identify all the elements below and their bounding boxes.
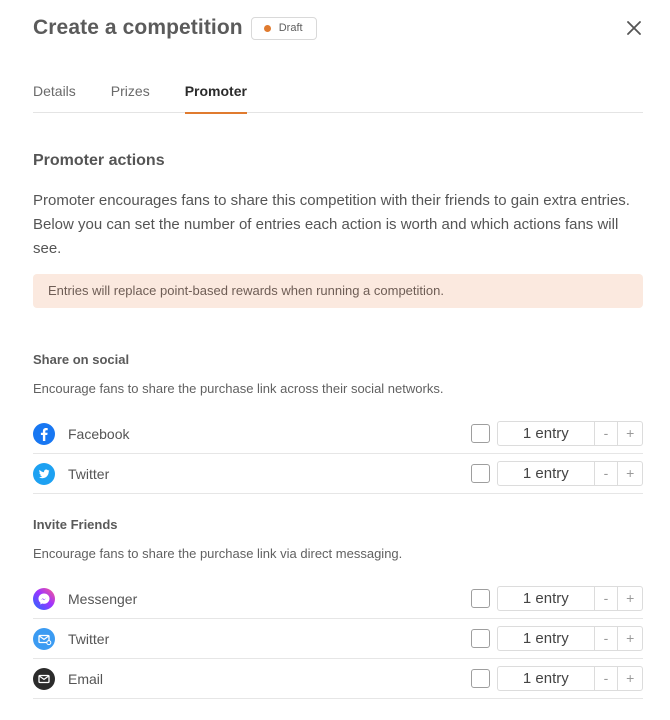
- increment-button[interactable]: +: [626, 425, 635, 441]
- status-badge: [251, 17, 317, 40]
- enable-checkbox[interactable]: [471, 424, 490, 443]
- decrement-button[interactable]: -: [595, 422, 619, 445]
- increment-button[interactable]: +: [626, 670, 635, 686]
- dialog-header: [33, 13, 646, 43]
- facebook-icon: [33, 423, 55, 445]
- tab-details[interactable]: Details: [33, 83, 76, 99]
- entry-value[interactable]: 1 entry: [498, 462, 595, 485]
- list-item-twitter-dm: [33, 619, 643, 659]
- section-title: Promoter actions: [33, 152, 165, 169]
- messenger-icon: [33, 588, 55, 610]
- enable-checkbox[interactable]: [471, 629, 490, 648]
- decrement-button[interactable]: -: [595, 462, 619, 485]
- entry-stepper[interactable]: [497, 626, 643, 651]
- list-item-twitter: [33, 454, 643, 494]
- enable-checkbox[interactable]: [471, 589, 490, 608]
- entry-stepper[interactable]: [497, 421, 643, 446]
- entry-value[interactable]: 1 entry: [498, 627, 595, 650]
- list-item-messenger: [33, 579, 643, 619]
- entry-value[interactable]: 1 entry: [498, 667, 595, 690]
- status-label: Draft: [278, 22, 303, 34]
- notice-banner: Entries will replace point-based rewards when running a competition.: [33, 274, 643, 308]
- email-icon: [33, 668, 55, 690]
- tab-promoter[interactable]: Promoter: [185, 78, 247, 113]
- decrement-button[interactable]: -: [595, 667, 619, 690]
- status-dot: [264, 25, 271, 32]
- group-title-invite: Invite Friends: [33, 517, 118, 532]
- twitter-icon: [33, 463, 55, 485]
- close-icon[interactable]: [622, 16, 646, 40]
- decrement-button[interactable]: -: [595, 587, 619, 610]
- item-label: Messenger: [68, 590, 138, 607]
- enable-checkbox[interactable]: [471, 464, 490, 483]
- section-intro: Promoter encourages fans to share this competition with their friends to gain extra entries. Below you can set the number of entries each action is worth and which actions fans will see.: [33, 192, 630, 257]
- item-label: Facebook: [68, 425, 130, 442]
- item-label: Twitter: [68, 465, 110, 482]
- group-desc-share: Encourage fans to share the purchase link across their social networks.: [33, 381, 444, 396]
- group-desc-invite: Encourage fans to share the purchase link via direct messaging.: [33, 546, 403, 561]
- increment-button[interactable]: +: [626, 590, 635, 606]
- entry-stepper[interactable]: [497, 461, 643, 486]
- tab-prizes[interactable]: Prizes: [110, 83, 150, 99]
- dialog-title: Create a competition: [33, 16, 243, 39]
- entry-value[interactable]: 1 entry: [498, 587, 595, 610]
- decrement-button[interactable]: -: [595, 627, 619, 650]
- twitter-dm-icon: [33, 628, 55, 650]
- increment-button[interactable]: +: [626, 630, 635, 646]
- entry-stepper[interactable]: [497, 586, 643, 611]
- entry-value[interactable]: 1 entry: [498, 422, 595, 445]
- list-item-email: [33, 659, 643, 699]
- increment-button[interactable]: +: [626, 465, 635, 481]
- tab-bar: [33, 78, 643, 113]
- group-title-share: Share on social: [33, 352, 130, 367]
- enable-checkbox[interactable]: [471, 669, 490, 688]
- item-label: Email: [68, 670, 104, 687]
- list-item-facebook: [33, 414, 643, 454]
- entry-stepper[interactable]: [497, 666, 643, 691]
- item-label: Twitter: [68, 630, 110, 647]
